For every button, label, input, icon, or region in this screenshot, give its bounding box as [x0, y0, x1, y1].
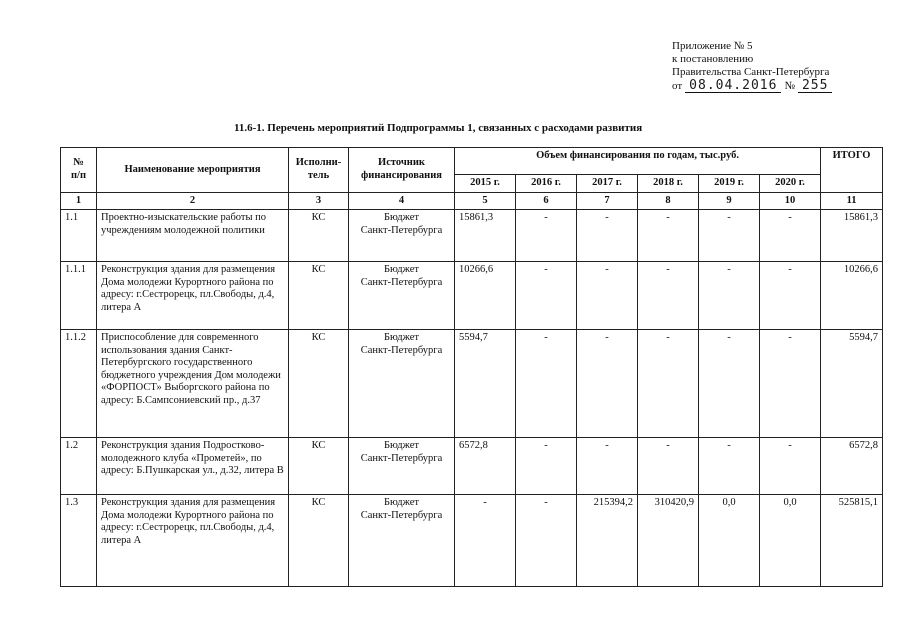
- row-2016: -: [516, 330, 577, 438]
- row-source: Бюджет Санкт-Петербурга: [349, 210, 455, 262]
- column-number: 4: [349, 192, 455, 210]
- row-2019: -: [699, 438, 760, 495]
- header-name: Наименование мероприятия: [97, 148, 289, 193]
- row-2019: -: [699, 330, 760, 438]
- row-2015: 15861,3: [455, 210, 516, 262]
- row-2018: -: [638, 330, 699, 438]
- row-2020: -: [760, 330, 821, 438]
- row-2018: -: [638, 438, 699, 495]
- column-number: 7: [577, 192, 638, 210]
- row-total: 10266,6: [821, 262, 883, 330]
- row-2015: -: [455, 495, 516, 587]
- column-number: 8: [638, 192, 699, 210]
- row-2015: 10266,6: [455, 262, 516, 330]
- row-source: Бюджет Санкт-Петербурга: [349, 495, 455, 587]
- number-prefix: №: [784, 80, 795, 92]
- row-2020: -: [760, 210, 821, 262]
- header-num: № п/п: [61, 148, 97, 193]
- table-row: [61, 210, 883, 262]
- row-total: 15861,3: [821, 210, 883, 262]
- row-num: 1.3: [61, 495, 97, 587]
- appendix-date-line: [672, 79, 835, 93]
- row-num: 1.1.2: [61, 330, 97, 438]
- decree-number: 255: [798, 79, 832, 93]
- table-row: [61, 495, 883, 587]
- header-row-top: [61, 148, 883, 175]
- row-executor: КС: [289, 330, 349, 438]
- row-2018: -: [638, 262, 699, 330]
- row-name: Реконструкция здания для размещения Дома молодежи Курортного района по адресу: г.Сестрорецк, пл.Свободы, д.4, литера А: [97, 495, 289, 587]
- row-2020: 0,0: [760, 495, 821, 587]
- row-2015: 5594,7: [455, 330, 516, 438]
- appendix-block: [672, 40, 835, 93]
- row-2020: -: [760, 438, 821, 495]
- date-prefix: от: [672, 80, 683, 92]
- column-number: 3: [289, 192, 349, 210]
- row-executor: КС: [289, 262, 349, 330]
- row-executor: КС: [289, 495, 349, 587]
- header-year: 2020 г.: [760, 175, 821, 193]
- row-2018: 310420,9: [638, 495, 699, 587]
- row-2020: -: [760, 262, 821, 330]
- row-executor: КС: [289, 210, 349, 262]
- row-total: 6572,8: [821, 438, 883, 495]
- row-source: Бюджет Санкт-Петербурга: [349, 438, 455, 495]
- table-row: [61, 262, 883, 330]
- row-executor: КС: [289, 438, 349, 495]
- row-num: 1.2: [61, 438, 97, 495]
- row-2017: -: [577, 262, 638, 330]
- row-2017: -: [577, 438, 638, 495]
- column-number-row: [61, 192, 883, 210]
- row-source: Бюджет Санкт-Петербурга: [349, 330, 455, 438]
- row-2017: -: [577, 330, 638, 438]
- row-2017: -: [577, 210, 638, 262]
- row-2016: -: [516, 438, 577, 495]
- row-2017: 215394,2: [577, 495, 638, 587]
- header-volume: Объем финансирования по годам, тыс.руб.: [455, 148, 821, 175]
- row-num: 1.1.1: [61, 262, 97, 330]
- column-number: 6: [516, 192, 577, 210]
- row-total: 5594,7: [821, 330, 883, 438]
- row-total: 525815,1: [821, 495, 883, 587]
- row-name: Реконструкция здания для размещения Дома молодежи Курортного района по адресу: г.Сестрорецк, пл.Свободы, д.4, литера А: [97, 262, 289, 330]
- column-number: 1: [61, 192, 97, 210]
- appendix-line-1: Приложение № 5: [672, 40, 753, 52]
- row-2016: -: [516, 262, 577, 330]
- row-source: Бюджет Санкт-Петербурга: [349, 262, 455, 330]
- header-year: 2015 г.: [455, 175, 516, 193]
- row-2019: -: [699, 262, 760, 330]
- header-source: Источник финансирования: [349, 148, 455, 193]
- measures-table: [60, 147, 883, 587]
- row-2016: -: [516, 210, 577, 262]
- appendix-line-2: к постановлению: [672, 53, 754, 65]
- header-year: 2017 г.: [577, 175, 638, 193]
- table-row: [61, 438, 883, 495]
- column-number: 11: [821, 192, 883, 210]
- header-total: ИТОГО: [821, 148, 883, 193]
- header-executor: Исполни- тель: [289, 148, 349, 193]
- document-title: 11.6-1. Перечень мероприятий Подпрограммы 1, связанных с расходами развития: [234, 122, 643, 134]
- row-name: Реконструкция здания Подростково-молодежного клуба «Прометей», по адресу: Б.Пушкарская ул., д.32, литера В: [97, 438, 289, 495]
- row-num: 1.1: [61, 210, 97, 262]
- table-row: [61, 330, 883, 438]
- row-2019: 0,0: [699, 495, 760, 587]
- appendix-line-3: Правительства Санкт-Петербурга: [672, 66, 830, 78]
- row-2015: 6572,8: [455, 438, 516, 495]
- row-2018: -: [638, 210, 699, 262]
- row-2019: -: [699, 210, 760, 262]
- decree-date: 08.04.2016: [685, 79, 781, 93]
- header-year: 2019 г.: [699, 175, 760, 193]
- column-number: 9: [699, 192, 760, 210]
- header-year: 2016 г.: [516, 175, 577, 193]
- row-name: Приспособление для современного использования здания Санкт-Петербургского государственного бюджетного учреждения Дом молодежи «ФОРПОСТ» Выборгского района по адресу: Б.Сампсониевский пр., д.37: [97, 330, 289, 438]
- column-number: 10: [760, 192, 821, 210]
- row-name: Проектно-изыскательские работы по учреждениям молодежной политики: [97, 210, 289, 262]
- row-2016: -: [516, 495, 577, 587]
- column-number: 2: [97, 192, 289, 210]
- column-number: 5: [455, 192, 516, 210]
- header-year: 2018 г.: [638, 175, 699, 193]
